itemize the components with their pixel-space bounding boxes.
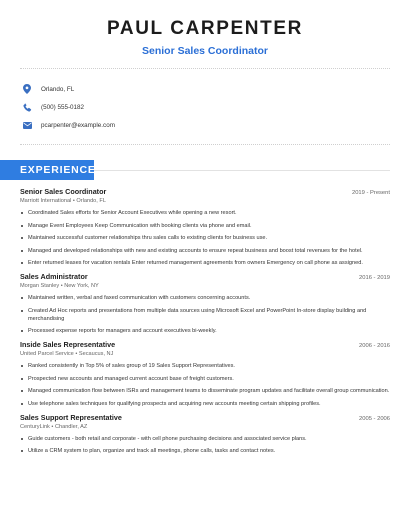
job-company-line: [20, 351, 390, 357]
job-bullets: [20, 209, 390, 267]
job-bullets: [20, 294, 390, 335]
location-pin-icon: [22, 84, 32, 95]
bullet-text: Manage Event Employees Keep Communication with booking clients via phone and email.: [28, 222, 252, 229]
bullet-text: Use telephone sales techniques for qualifying prospects and acquiring new accounts meeting certain shipping profiles.: [28, 400, 321, 407]
bullet-item: [20, 222, 390, 230]
header-divider: [20, 68, 390, 69]
bullet-item: [20, 209, 390, 217]
contact-location: [22, 80, 115, 98]
job-company-line: [20, 198, 390, 204]
bullet-dot-icon: [21, 390, 23, 392]
bullet-item: [20, 259, 390, 267]
bullet-item: [20, 362, 390, 370]
candidate-name: PAUL CARPENTER: [107, 18, 303, 39]
job-company: Morgan Stanley: [20, 283, 60, 289]
bullet-text: Ranked consistently in Top 5% of sales group of 19 Sales Support Representatives.: [28, 363, 235, 369]
bullet-item: [20, 294, 390, 302]
bullet-text: Processed expense reports for managers and account executives bi-weekly.: [28, 328, 217, 334]
bullet-item: [20, 234, 390, 242]
bullet-text: Guide customers - both retail and corporate - with cell phone purchasing decisions and associated service plans.: [28, 435, 307, 442]
job-company: United Parcel Service: [20, 351, 74, 357]
bullet-dot-icon: [21, 212, 23, 214]
job-location: Orlando, FL: [76, 198, 106, 204]
job-dates: 2019 - Present: [351, 190, 390, 196]
bullet-dot-icon: [21, 438, 23, 440]
bullet-dot-icon: [21, 310, 23, 312]
bullet-item: [20, 375, 390, 383]
bullet-item: [20, 327, 390, 335]
job-title: Inside Sales Representative: [20, 340, 116, 349]
job-location: Chandler, AZ: [54, 423, 88, 430]
job-header: [20, 340, 390, 349]
bullet-text: Managed communication flow between ISRs and management teams to disseminate program updates and facilitate overall group communication.: [28, 388, 390, 394]
job-company-line: [20, 283, 390, 289]
bullet-text: Managed and developed relationships with new and existing accounts to ensure repeat business and boost total revenues for the hotel.: [28, 247, 363, 254]
envelope-icon: [22, 120, 32, 131]
bullet-item: [20, 247, 390, 255]
job-entry: [20, 187, 390, 267]
contact-email: [22, 116, 115, 134]
job-bullets: [20, 435, 390, 456]
bullet-dot-icon: [21, 297, 23, 299]
bullet-dot-icon: [21, 237, 23, 239]
separator-dot: •: [73, 351, 79, 357]
job-entry: [20, 340, 390, 408]
job-title: Senior Sales Coordinator: [20, 187, 107, 196]
contact-divider: [20, 144, 390, 145]
job-entry: [20, 413, 390, 456]
job-title: Sales Administrator: [20, 272, 88, 281]
bullet-item: [20, 307, 390, 323]
job-company: CenturyLink: [20, 423, 50, 430]
job-dates: 2005 - 2006: [359, 415, 390, 422]
bullet-dot-icon: [21, 262, 23, 264]
experience-list: [20, 187, 390, 460]
experience-heading-line: [94, 170, 390, 171]
job-location: Secaucus, NJ: [78, 351, 114, 357]
contact-phone: [22, 98, 115, 116]
bullet-text: Enter returned leases for vacation rentals Enter returned management agreements from owners Emergency on call phone as assigned.: [28, 260, 363, 266]
contact-block: [22, 80, 115, 134]
job-title: Sales Support Representative: [20, 412, 122, 422]
separator-dot: •: [49, 423, 55, 430]
experience-heading: EXPERIENCE: [0, 160, 94, 180]
bullet-dot-icon: [21, 225, 23, 227]
job-entry: [20, 272, 390, 335]
bullet-dot-icon: [21, 365, 23, 367]
bullet-text: Coordinated Sales efforts for Senior Account Executives while opening a new resort.: [28, 210, 237, 216]
phone-text: (500) 555-0182: [41, 103, 85, 111]
bullet-text: Maintained successful customer relationships thru sales calls to existing clients for business use.: [28, 235, 268, 241]
job-header: [20, 413, 390, 422]
candidate-title: Senior Sales Coordinator: [141, 45, 269, 57]
job-company: Marriott International: [20, 198, 72, 204]
job-location: New York, NY: [64, 283, 99, 289]
resume-header: [0, 0, 410, 57]
separator-dot: •: [71, 198, 77, 204]
job-header: [20, 187, 390, 196]
job-dates: 2006 - 2016: [359, 343, 390, 349]
bullet-text: Created Ad Hoc reports and presentations from multiple data sources using Microsoft Excel and PowerPoint In-store display building and merchandising: [28, 307, 367, 322]
bullet-dot-icon: [21, 403, 23, 405]
job-header: [20, 272, 390, 281]
job-bullets: [20, 362, 390, 408]
bullet-item: [20, 387, 390, 395]
bullet-text: Maintained written, verbal and faxed communication with customers concerning accounts.: [28, 295, 251, 301]
job-company-line: [20, 424, 390, 430]
bullet-item: [20, 435, 390, 443]
email-text: pcarpenter@example.com: [41, 121, 115, 129]
bullet-dot-icon: [21, 330, 23, 332]
separator-dot: •: [59, 283, 65, 289]
bullet-dot-icon: [21, 450, 23, 452]
bullet-dot-icon: [21, 378, 23, 380]
location-text: Orlando, FL: [41, 85, 75, 93]
phone-icon: [22, 102, 32, 113]
bullet-text: Prospected new accounts and managed current account base of freight customers.: [28, 375, 234, 382]
bullet-item: [20, 400, 390, 408]
bullet-text: Utilize a CRM system to plan, organize and track all meetings, phone calls, tasks and contact notes.: [28, 448, 276, 454]
job-dates: 2016 - 2019: [359, 275, 390, 281]
bullet-item: [20, 447, 390, 455]
bullet-dot-icon: [21, 250, 23, 252]
